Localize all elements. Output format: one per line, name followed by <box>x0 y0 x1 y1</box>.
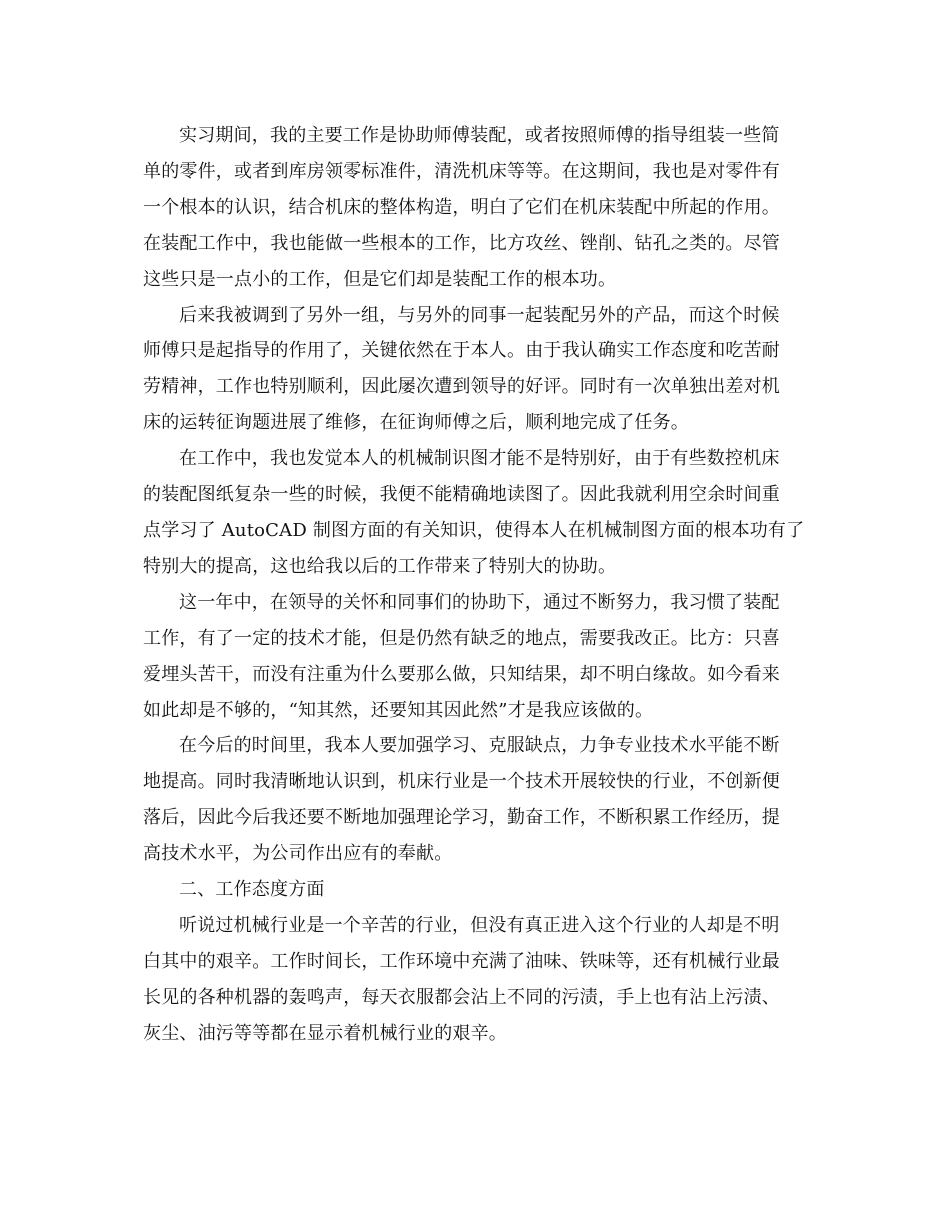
section-heading: 二、工作态度方面 <box>179 879 325 901</box>
paragraph-future-plans <box>143 728 797 872</box>
text-line: 高技术水平，为公司作出应有的奉献。 <box>143 843 453 865</box>
text-line: 如此却是不够的，“知其然，还要知其因此然”才是我应该做的。 <box>143 699 654 721</box>
document-body <box>143 118 805 1052</box>
text-line: 师傅只是起指导的作用了，关键依然在于本人。由于我认确实工作态度和吃苦耐 <box>143 340 780 362</box>
text-line: 长见的各种机器的轰鸣声，每天衣服都会沾上不同的污渍，手上也有沾上污渍、 <box>143 986 780 1008</box>
paragraph-work-attitude <box>143 908 797 1052</box>
text-line: 灰尘、油污等等都在显示着机械行业的艰辛。 <box>143 1022 507 1044</box>
text-line: 在装配工作中，我也能做一些根本的工作，比方攻丝、锉削、钻孔之类的。尽管 <box>143 232 780 254</box>
text-line: 劳精神，工作也特别顺利，因此屡次遭到领导的好评。同时有一次单独出差对机 <box>143 376 780 398</box>
text-line: 后来我被调到了另外一组，与另外的同事一起装配另外的产品，而这个时候 <box>179 304 780 326</box>
text-line: 工作，有了一定的技术才能，但是仍然有缺乏的地点，需要我改正。比方：只喜 <box>143 627 780 649</box>
paragraph-year-review <box>143 585 797 729</box>
text-line: 在今后的时间里，我本人要加强学习、克服缺点，力争专业技术水平能不断 <box>179 735 780 757</box>
text-line: 爱埋头苦干，而没有注重为什么要那么做，只知结果，却不明白缘故。如今看来 <box>143 663 780 685</box>
text-line: 床的运转征询题进展了维修，在征询师傅之后，顺利地完成了任务。 <box>143 412 689 434</box>
text-line: 特别大的提高，这也给我以后的工作带来了特别大的协助。 <box>143 555 617 577</box>
text-line: 实习期间，我的主要工作是协助师傅装配，或者按照师傅的指导组装一些简 <box>179 125 780 146</box>
text-line: 点学习了 AutoCAD 制图方面的有关知识，使得本人在机械制图方面的根本功有了 <box>143 519 805 541</box>
text-line: 这些只是一点小的工作，但是它们却是装配工作的根本功。 <box>143 268 617 290</box>
text-line: 在工作中，我也发觉本人的机械制识图才能不是特别好，由于有些数控机床 <box>179 448 780 470</box>
paragraph-drawing-skills <box>143 441 805 585</box>
text-line: 听说过机械行业是一个辛苦的行业，但没有真正进入这个行业的人却是不明 <box>179 914 780 936</box>
text-line: 单的零件，或者到库房领零标准件，清洗机床等等。在这期间，我也是对零件有 <box>143 160 780 182</box>
text-line: 地提高。同时我清晰地认识到，机床行业是一个技术开展较快的行业，不创新便 <box>143 771 780 793</box>
paragraph-team-transfer <box>143 298 797 442</box>
text-line: 一个根本的认识，结合机床的整体构造，明白了它们在机床装配中所起的作用。 <box>143 196 780 218</box>
paragraph-internship-duties <box>143 118 797 298</box>
text-line: 落后，因此今后我还要不断地加强理论学习，勤奋工作，不断积累工作经历，提 <box>143 807 780 829</box>
text-line: 的装配图纸复杂一些的时候，我便不能精确地读图了。因此我就利用空余时间重 <box>143 484 780 506</box>
text-line: 这一年中，在领导的关怀和同事们的协助下，通过不断努力，我习惯了装配 <box>179 591 780 613</box>
text-line: 白其中的艰辛。工作时间长，工作环境中充满了油味、铁味等，还有机械行业最 <box>143 950 780 972</box>
